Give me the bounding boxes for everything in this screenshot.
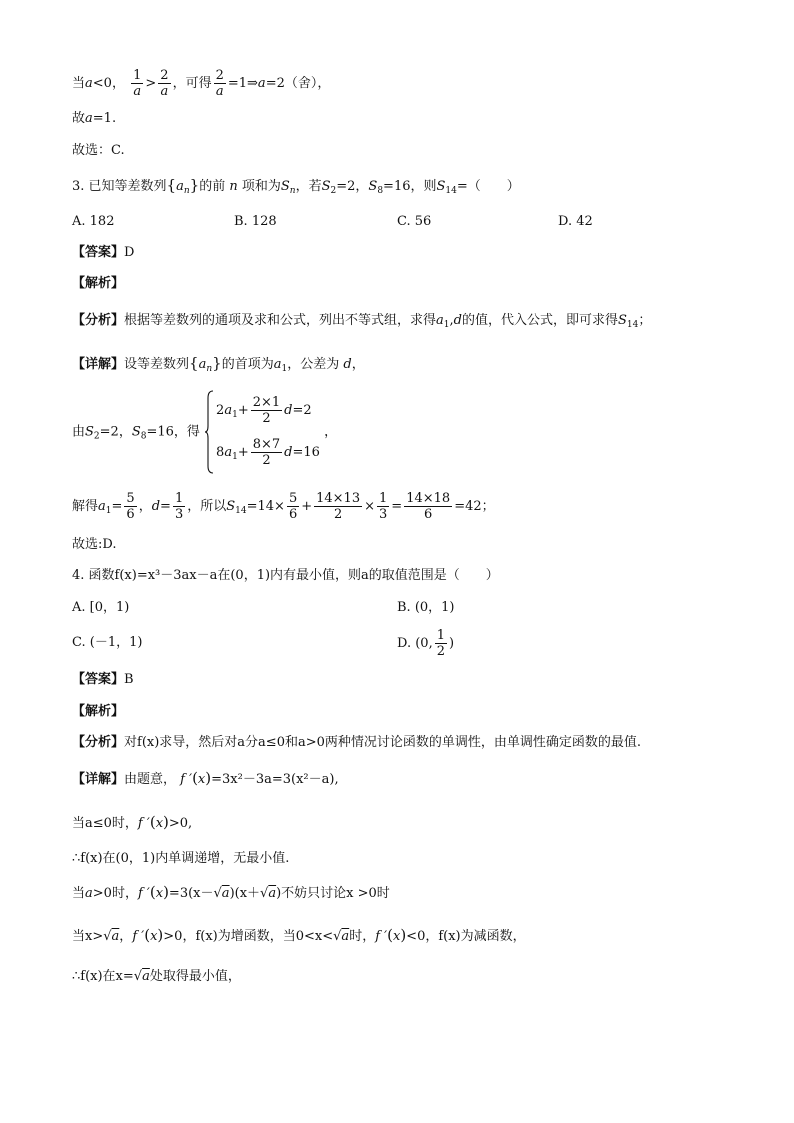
fraction: $\frac{1}{3}$: [174, 491, 184, 522]
answer-line: 【答案】B: [72, 672, 134, 687]
fraction: $\frac{2}{a}$: [160, 68, 169, 99]
text-line: 故选：C.: [72, 143, 125, 158]
choice-d: D. 42: [558, 214, 593, 229]
choice-b: B. (0，1): [397, 600, 455, 615]
fraction: $\frac{2\times 1}{2}$: [252, 395, 281, 426]
equation-system: $2a_1+$ $\frac{2\times 1}{2}$ d=2 $8a_1+$ $\frac{8\times 7}{2}$ d=16: [204, 390, 320, 474]
fraction: $\frac{1}{3}$: [379, 491, 388, 522]
text-line: ∴f(x)在x=√a处取得最小值，: [72, 969, 241, 984]
brace-icon: [204, 390, 214, 474]
choice-a: A. [0，1): [72, 600, 130, 615]
fraction: $\frac{8\times 7}{2}$: [252, 437, 281, 468]
analysis-line: 【分析】根据等差数列的通项及求和公式，列出不等式组，求得$a_1,d$的值，代入公式，即可求得$S_{14}$；: [72, 313, 652, 330]
choice-c: C. 56: [397, 214, 432, 229]
analysis-line: 【分析】对f(x)求导，然后对a分a≤0和a>0两种情况讨论函数的单调性，由单调性确定函数的最值.: [72, 735, 642, 750]
fraction: $\frac{14\times 13}{2}$: [316, 491, 361, 522]
detail-line: 【详解】由题意， f ′(x)=3x²－3a=3(x²－a),: [72, 769, 339, 787]
fraction: $\frac{5}{6}$: [126, 491, 135, 522]
fraction: $\frac{5}{6}$: [288, 491, 298, 522]
choice-c: C. (－1，1): [72, 635, 143, 650]
solution-line: 解得$a_1=$ $\frac{5}{6}$ ，d= $\frac{1}{3}$ ，所以$S_{14}=14\times$ $\frac{5}{6}$ + $\frac{14\times 13}{2}$ × $\frac{1}{3}$ = $\frac{14\times 18}{6}$ =42；: [72, 491, 495, 522]
text-line: 当a>0时，f ′(x)=3(x－√a)(x＋√a)不妨只讨论x >0时: [72, 883, 390, 901]
text-line: 故a=1.: [72, 111, 117, 126]
equation-system-line: 由$S_2=2$，$S_8=16$，得 $2a_1+$ $\frac{2\times 1}{2}$ d=2 $8a_1+$ $\frac{8\times 7}{2}$ d=16 ，: [72, 390, 337, 474]
choice-d: D. (0, $\frac{1}{2}$ ): [397, 628, 455, 659]
choice-a: A. 182: [72, 214, 115, 229]
text-line: ∴f(x)在(0，1)内单调递增，无最小值.: [72, 851, 290, 866]
choice-b: B. 128: [234, 214, 277, 229]
fraction: $\frac{1}{2}$: [436, 628, 445, 659]
fraction: $\frac{2}{a}$: [215, 68, 224, 99]
analysis-header: 【解析】: [72, 276, 125, 291]
text-line: 当a<0， $\frac{1}{a}$ > $\frac{2}{a}$ ，可得 $\frac{2}{a}$ =1⇒a=2（舍），: [72, 68, 331, 99]
text-line: 当x>√a，f ′(x)>0，f(x)为增函数，当0<x<√a时，f ′(x)<0，f(x)为减函数，: [72, 926, 526, 944]
question-3-stem: 3. 已知等差数列$\{a_n\}$的前 n 项和为$S_n$，若$S_2=2$，$S_8=16$，则$S_{14}=$（ ）: [72, 176, 520, 196]
fraction: $\frac{14\times 18}{6}$: [406, 491, 451, 522]
text-line: 故选:D.: [72, 537, 117, 552]
analysis-header: 【解析】: [72, 704, 125, 719]
answer-line: 【答案】D: [72, 245, 135, 260]
question-4-stem: 4. 函数f(x)=x³－3ax－a在(0，1)内有最小值，则a的取值范围是（ ）: [72, 568, 499, 583]
detail-line: 【详解】设等差数列$\{a_n\}$的首项为$a_1$，公差为 d，: [72, 354, 365, 374]
text-line: 当a≤0时，f ′(x)>0,: [72, 813, 193, 831]
fraction: $\frac{1}{a}$: [133, 68, 142, 99]
